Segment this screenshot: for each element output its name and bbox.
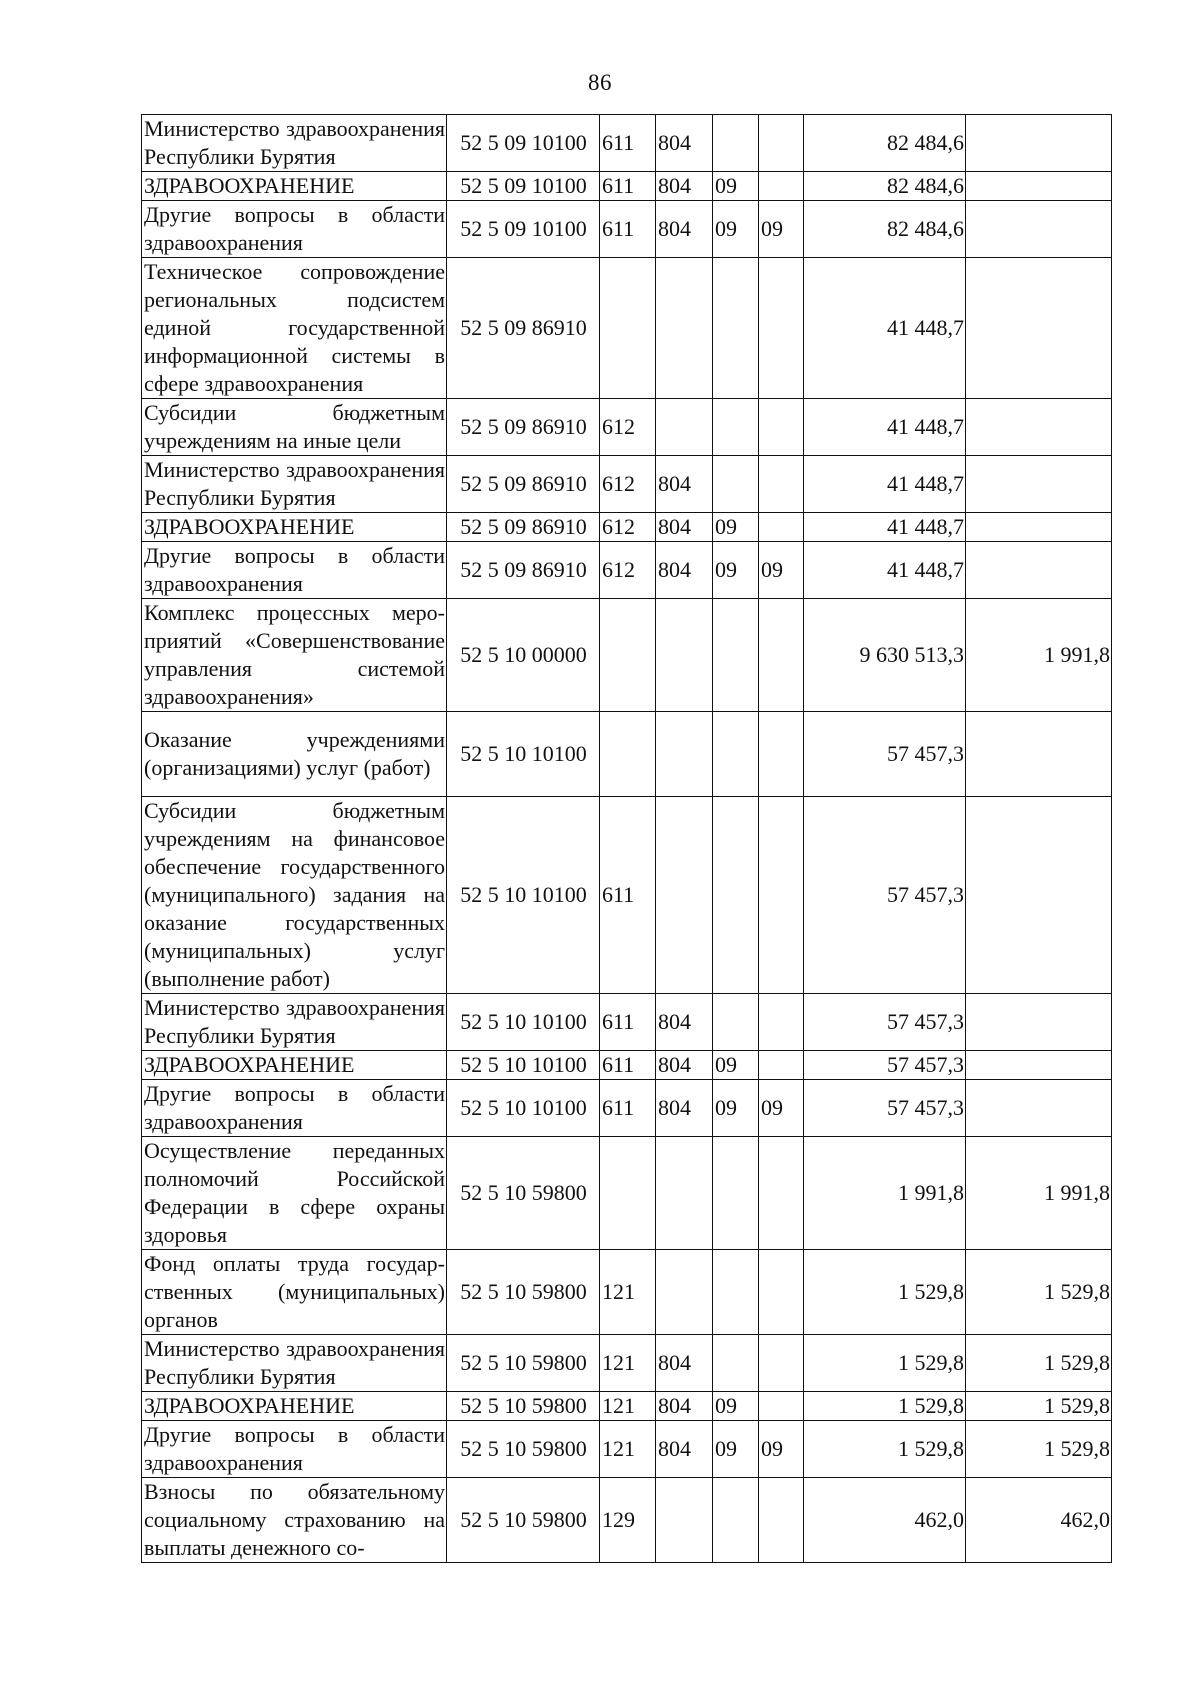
subsection-cell	[759, 115, 804, 172]
section-cell	[713, 258, 759, 399]
expense-type-cell: 611	[600, 1051, 656, 1080]
table-row	[142, 1051, 1112, 1080]
section-cell: 09	[713, 201, 759, 258]
federal-amount-cell	[966, 172, 1112, 201]
target-code-cell: 52 5 10 10100	[447, 797, 600, 994]
table-row	[142, 1250, 1112, 1335]
federal-amount-cell: 1 529,8	[966, 1392, 1112, 1421]
administrator-code-cell: 804	[656, 1080, 713, 1137]
target-code-cell: 52 5 10 59800	[447, 1250, 600, 1335]
expense-type-cell: 611	[600, 201, 656, 258]
subsection-cell	[759, 1137, 804, 1250]
total-amount-cell: 41 448,7	[804, 456, 966, 513]
section-cell	[713, 599, 759, 712]
total-amount-cell: 9 630 513,3	[804, 599, 966, 712]
table-row	[142, 172, 1112, 201]
table-row	[142, 513, 1112, 542]
total-amount-cell: 41 448,7	[804, 513, 966, 542]
total-amount-cell: 1 991,8	[804, 1137, 966, 1250]
target-code-cell: 52 5 09 86910	[447, 542, 600, 599]
target-code-cell: 52 5 10 10100	[447, 712, 600, 797]
federal-amount-cell	[966, 994, 1112, 1051]
federal-amount-cell	[966, 258, 1112, 399]
item-name-cell: Другие вопросы в области здравоохранения	[142, 542, 447, 599]
item-name-cell: Фонд оплаты труда государственных (муниципальных) органов	[142, 1250, 447, 1335]
federal-amount-cell: 462,0	[966, 1478, 1112, 1563]
federal-amount-cell: 1 529,8	[966, 1250, 1112, 1335]
administrator-code-cell: 804	[656, 1335, 713, 1392]
section-cell	[713, 456, 759, 513]
administrator-code-cell	[656, 1137, 713, 1250]
expense-type-cell: 129	[600, 1478, 656, 1563]
administrator-code-cell	[656, 797, 713, 994]
administrator-code-cell: 804	[656, 1421, 713, 1478]
target-code-cell: 52 5 09 10100	[447, 201, 600, 258]
federal-amount-cell: 1 991,8	[966, 599, 1112, 712]
administrator-code-cell: 804	[656, 172, 713, 201]
section-cell	[713, 399, 759, 456]
target-code-cell: 52 5 10 59800	[447, 1392, 600, 1421]
table-row	[142, 1080, 1112, 1137]
section-cell: 09	[713, 172, 759, 201]
item-name-cell: Комплекс процессных мероприятий «Совершенствование управления системой здравоохранения»	[142, 599, 447, 712]
total-amount-cell: 462,0	[804, 1478, 966, 1563]
section-cell	[713, 1250, 759, 1335]
administrator-code-cell: 804	[656, 513, 713, 542]
total-amount-cell: 57 457,3	[804, 1080, 966, 1137]
total-amount-cell: 41 448,7	[804, 399, 966, 456]
federal-amount-cell: 1 529,8	[966, 1335, 1112, 1392]
expense-type-cell	[600, 712, 656, 797]
item-name-cell: Оказание учреждениями (организациями) услуг (работ)	[142, 712, 447, 797]
section-cell: 09	[713, 513, 759, 542]
section-cell	[713, 115, 759, 172]
expense-type-cell: 121	[600, 1250, 656, 1335]
expense-type-cell: 121	[600, 1421, 656, 1478]
administrator-code-cell	[656, 258, 713, 399]
federal-amount-cell	[966, 797, 1112, 994]
expense-type-cell: 121	[600, 1392, 656, 1421]
total-amount-cell: 57 457,3	[804, 994, 966, 1051]
expense-type-cell: 611	[600, 172, 656, 201]
administrator-code-cell: 804	[656, 994, 713, 1051]
table-row	[142, 1478, 1112, 1563]
total-amount-cell: 1 529,8	[804, 1421, 966, 1478]
federal-amount-cell: 1 529,8	[966, 1421, 1112, 1478]
federal-amount-cell	[966, 115, 1112, 172]
expense-type-cell: 612	[600, 542, 656, 599]
item-name-cell: Министерство здравоохранения Республики Бурятия	[142, 456, 447, 513]
item-name-cell: ЗДРАВООХРАНЕНИЕ	[142, 1392, 447, 1421]
section-cell: 09	[713, 542, 759, 599]
target-code-cell: 52 5 09 10100	[447, 115, 600, 172]
total-amount-cell: 41 448,7	[804, 542, 966, 599]
total-amount-cell: 41 448,7	[804, 258, 966, 399]
item-name-cell: Взносы по обязательному социальному страхованию на выплаты денежного со-	[142, 1478, 447, 1563]
item-name-cell: Министерство здравоохранения Республики Бурятия	[142, 115, 447, 172]
table-row	[142, 456, 1112, 513]
federal-amount-cell	[966, 542, 1112, 599]
subsection-cell	[759, 399, 804, 456]
section-cell: 09	[713, 1080, 759, 1137]
target-code-cell: 52 5 09 86910	[447, 258, 600, 399]
target-code-cell: 52 5 09 10100	[447, 172, 600, 201]
item-name-cell: Другие вопросы в области здравоохранения	[142, 201, 447, 258]
subsection-cell: 09	[759, 542, 804, 599]
target-code-cell: 52 5 10 59800	[447, 1137, 600, 1250]
item-name-cell: Министерство здравоохранения Республики Бурятия	[142, 1335, 447, 1392]
total-amount-cell: 82 484,6	[804, 115, 966, 172]
subsection-cell	[759, 1051, 804, 1080]
administrator-code-cell: 804	[656, 1051, 713, 1080]
subsection-cell: 09	[759, 201, 804, 258]
total-amount-cell: 82 484,6	[804, 201, 966, 258]
table-row	[142, 1421, 1112, 1478]
table-row	[142, 797, 1112, 994]
federal-amount-cell	[966, 712, 1112, 797]
target-code-cell: 52 5 09 86910	[447, 513, 600, 542]
federal-amount-cell	[966, 399, 1112, 456]
total-amount-cell: 82 484,6	[804, 172, 966, 201]
table-row	[142, 542, 1112, 599]
section-cell: 09	[713, 1051, 759, 1080]
subsection-cell	[759, 797, 804, 994]
administrator-code-cell: 804	[656, 542, 713, 599]
administrator-code-cell	[656, 1478, 713, 1563]
total-amount-cell: 1 529,8	[804, 1335, 966, 1392]
table-row	[142, 1335, 1112, 1392]
item-name-cell: Субсидии бюджетным учреждениям на иные цели	[142, 399, 447, 456]
section-cell: 09	[713, 1392, 759, 1421]
section-cell: 09	[713, 1421, 759, 1478]
section-cell	[713, 712, 759, 797]
target-code-cell: 52 5 10 59800	[447, 1478, 600, 1563]
budget-table	[141, 114, 1112, 1563]
federal-amount-cell	[966, 201, 1112, 258]
subsection-cell	[759, 712, 804, 797]
expense-type-cell: 611	[600, 994, 656, 1051]
federal-amount-cell	[966, 1051, 1112, 1080]
table-row	[142, 1137, 1112, 1250]
table-row	[142, 201, 1112, 258]
section-cell	[713, 797, 759, 994]
expense-type-cell: 611	[600, 115, 656, 172]
subsection-cell	[759, 513, 804, 542]
expense-type-cell: 612	[600, 513, 656, 542]
section-cell	[713, 1335, 759, 1392]
subsection-cell	[759, 1392, 804, 1421]
subsection-cell	[759, 599, 804, 712]
section-cell	[713, 1137, 759, 1250]
administrator-code-cell: 804	[656, 456, 713, 513]
total-amount-cell: 1 529,8	[804, 1250, 966, 1335]
item-name-cell: Другие вопросы в области здравоохранения	[142, 1421, 447, 1478]
item-name-cell: ЗДРАВООХРАНЕНИЕ	[142, 1051, 447, 1080]
item-name-cell: Осуществление переданных полномочий Российской Федерации в сфере охраны здоровья	[142, 1137, 447, 1250]
administrator-code-cell: 804	[656, 201, 713, 258]
target-code-cell: 52 5 10 59800	[447, 1421, 600, 1478]
expense-type-cell	[600, 1137, 656, 1250]
item-name-cell: ЗДРАВООХРАНЕНИЕ	[142, 513, 447, 542]
subsection-cell	[759, 456, 804, 513]
federal-amount-cell	[966, 456, 1112, 513]
federal-amount-cell	[966, 513, 1112, 542]
item-name-cell: Техническое сопровождение региональных подсистем единой государственной информационной системы в сфере здравоохранения	[142, 258, 447, 399]
target-code-cell: 52 5 09 86910	[447, 456, 600, 513]
page-number: 86	[588, 70, 612, 95]
administrator-code-cell	[656, 1250, 713, 1335]
expense-type-cell: 612	[600, 456, 656, 513]
subsection-cell	[759, 172, 804, 201]
target-code-cell: 52 5 10 10100	[447, 994, 600, 1051]
expense-type-cell: 612	[600, 399, 656, 456]
budget-table-body	[142, 115, 1112, 1563]
expense-type-cell: 611	[600, 1080, 656, 1137]
table-row	[142, 599, 1112, 712]
table-row	[142, 399, 1112, 456]
expense-type-cell	[600, 258, 656, 399]
expense-type-cell	[600, 599, 656, 712]
federal-amount-cell: 1 991,8	[966, 1137, 1112, 1250]
administrator-code-cell	[656, 399, 713, 456]
item-name-cell: Субсидии бюджетным учреждениям на финансовое обеспечение государственного (муниципального) задания на оказание государственных (муниципальных) услуг (выполнение работ)	[142, 797, 447, 994]
total-amount-cell: 57 457,3	[804, 797, 966, 994]
expense-type-cell: 121	[600, 1335, 656, 1392]
target-code-cell: 52 5 10 10100	[447, 1051, 600, 1080]
section-cell	[713, 994, 759, 1051]
table-row	[142, 712, 1112, 797]
item-name-cell: Министерство здравоохранения Республики Бурятия	[142, 994, 447, 1051]
target-code-cell: 52 5 10 00000	[447, 599, 600, 712]
administrator-code-cell	[656, 712, 713, 797]
section-cell	[713, 1478, 759, 1563]
total-amount-cell: 1 529,8	[804, 1392, 966, 1421]
total-amount-cell: 57 457,3	[804, 1051, 966, 1080]
subsection-cell	[759, 994, 804, 1051]
administrator-code-cell	[656, 599, 713, 712]
expense-type-cell: 611	[600, 797, 656, 994]
target-code-cell: 52 5 09 86910	[447, 399, 600, 456]
item-name-cell: Другие вопросы в области здравоохранения	[142, 1080, 447, 1137]
table-row	[142, 258, 1112, 399]
table-row	[142, 994, 1112, 1051]
subsection-cell	[759, 1478, 804, 1563]
item-name-cell: ЗДРАВООХРАНЕНИЕ	[142, 172, 447, 201]
administrator-code-cell: 804	[656, 115, 713, 172]
target-code-cell: 52 5 10 10100	[447, 1080, 600, 1137]
table-row	[142, 115, 1112, 172]
subsection-cell: 09	[759, 1421, 804, 1478]
target-code-cell: 52 5 10 59800	[447, 1335, 600, 1392]
table-row	[142, 1392, 1112, 1421]
federal-amount-cell	[966, 1080, 1112, 1137]
total-amount-cell: 57 457,3	[804, 712, 966, 797]
subsection-cell	[759, 1250, 804, 1335]
subsection-cell	[759, 258, 804, 399]
subsection-cell	[759, 1335, 804, 1392]
subsection-cell: 09	[759, 1080, 804, 1137]
administrator-code-cell: 804	[656, 1392, 713, 1421]
